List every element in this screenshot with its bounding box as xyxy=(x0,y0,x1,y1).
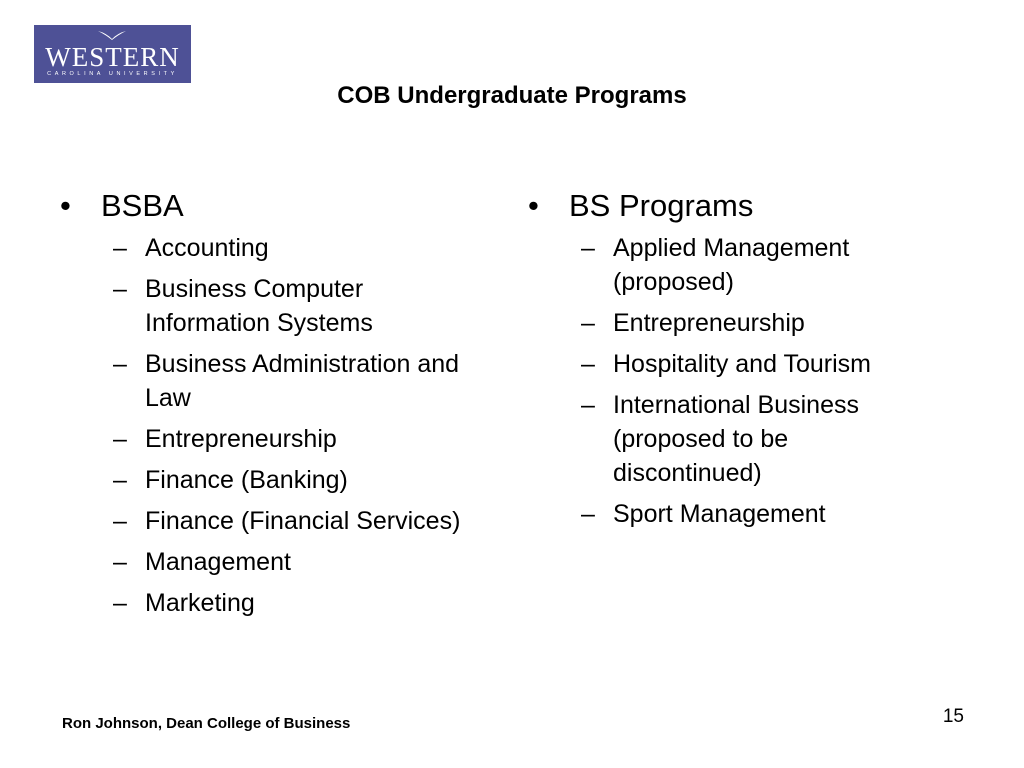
bullet-heading-bs-programs xyxy=(528,187,928,225)
list-item xyxy=(60,422,480,456)
list-item xyxy=(60,231,480,265)
bird-icon xyxy=(34,29,191,41)
slide-title: COB Undergraduate Programs xyxy=(337,82,687,109)
list-item-text: International Business (proposed to be discontinued) xyxy=(613,391,859,487)
list-item-text: Entrepreneurship xyxy=(145,425,337,453)
list-item xyxy=(60,586,480,620)
list-item-text: Business Administration and Law xyxy=(145,350,460,412)
list-item xyxy=(528,231,928,299)
footer-text: Ron Johnson, Dean College of Business xyxy=(62,715,351,732)
dash-marker: – xyxy=(113,466,127,494)
list-item xyxy=(60,463,480,497)
logo-subtitle: CAROLINA UNIVERSITY xyxy=(47,71,178,77)
dash-marker: – xyxy=(113,275,127,303)
dash-marker: – xyxy=(113,234,127,262)
list-item-text: Entrepreneurship xyxy=(613,309,805,337)
bullet-heading-text: BS Programs xyxy=(569,188,754,223)
list-item xyxy=(528,388,928,490)
left-column xyxy=(60,187,480,627)
bullet-marker: • xyxy=(528,188,539,223)
logo-wordmark: WESTERN xyxy=(45,42,180,72)
list-item-text: Marketing xyxy=(145,589,255,617)
list-item xyxy=(60,545,480,579)
bsba-program-list xyxy=(60,231,480,620)
list-item-text: Finance (Banking) xyxy=(145,466,348,494)
dash-marker: – xyxy=(113,589,127,617)
bullet-heading-text: BSBA xyxy=(101,188,184,223)
list-item-text: Management xyxy=(145,548,291,576)
dash-marker: – xyxy=(113,507,127,535)
dash-marker: – xyxy=(113,350,127,378)
dash-marker: – xyxy=(113,425,127,453)
list-item xyxy=(528,497,928,531)
page-number: 15 xyxy=(942,706,964,727)
dash-marker: – xyxy=(113,548,127,576)
list-item-text: Accounting xyxy=(145,234,269,262)
bs-program-list xyxy=(528,231,928,531)
list-item-text: Finance (Financial Services) xyxy=(145,507,461,535)
right-column xyxy=(528,187,928,538)
list-item-text: Applied Management (proposed) xyxy=(613,234,850,296)
list-item-text: Hospitality and Tourism xyxy=(613,350,871,378)
dash-marker: – xyxy=(581,500,595,528)
list-item xyxy=(60,272,480,340)
list-item xyxy=(528,347,928,381)
dash-marker: – xyxy=(581,391,595,419)
university-logo xyxy=(34,25,191,83)
list-item xyxy=(528,306,928,340)
bullet-heading-bsba xyxy=(60,187,480,225)
list-item-text: Sport Management xyxy=(613,500,826,528)
list-item-text: Business Computer Information Systems xyxy=(145,275,373,337)
dash-marker: – xyxy=(581,350,595,378)
list-item xyxy=(60,347,480,415)
bullet-marker: • xyxy=(60,188,71,223)
dash-marker: – xyxy=(581,234,595,262)
list-item xyxy=(60,504,480,538)
dash-marker: – xyxy=(581,309,595,337)
